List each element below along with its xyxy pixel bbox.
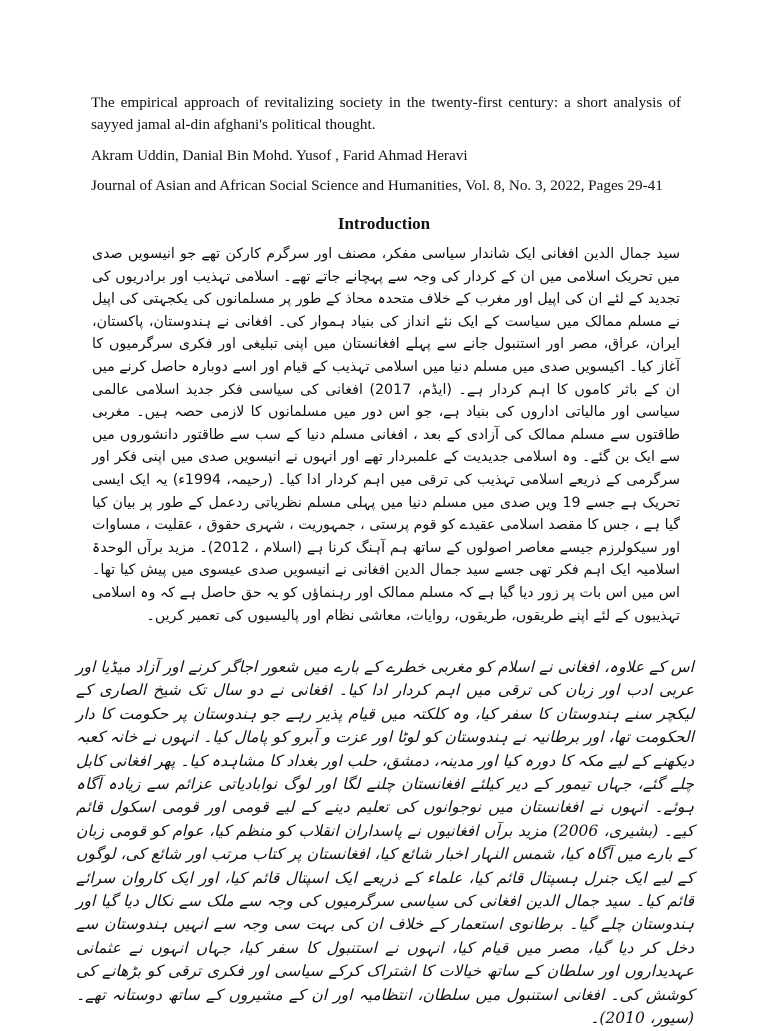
author-list: Akram Uddin, Danial Bin Mohd. Yusof , Farid Ahmad Heravi [91,147,468,164]
journal-reference: Journal of Asian and African Social Science and Humanities, Vol. 8, No. 3, 2022, Pages 29-41 [91,177,663,194]
citation-block [91,92,681,196]
section-heading: Introduction [337,214,431,233]
paper-title: The empirical approach of revitalizing society in the twenty-first century: a short analysis of sayyed jamal al-din afghani's political thought. [91,94,681,133]
urdu-typed-paragraph: سید جمال الدین افغانی ایک شاندار سیاسی مفکر، مصنف اور سرگرم کارکن تھے جو انیسویں صدی میں تحریک اسلامی میں ان کے کردار کی وجہ سے پہچانے جاتے تھے۔ اسلامی تہذیب اور برادریوں کی تجدید کے لئے ان کی اپیل اور مغرب کے خلاف متحدہ محاذ کے طور پر مسلمانوں کی یکجہتی کی اپیل نے مسلم ممالک میں سیاست کے ایک نئے انداز کی بنیاد ہموار کی۔ افغانی نے ہندوستان، پاکستان، ایران، عراق، مصر اور استنبول جانے سے پہلے افغانستان میں اپنی تبلیغی اور فکری سرگرمیوں کا آغاز کیا۔ اکیسویں صدی میں مسلم دنیا میں اسلامی تہذیب کے قیام اور اسے دوبارہ حاصل کرنے میں ان کے باثر کاموں کا اہم کردار ہے۔ (ایڈم، 2017) افغانی کی سیاسی فکر جدید اسلامی عالمی سیاسی اور مالیاتی اداروں کی بنیاد ہے، جو اس دور میں مسلمانوں کا لازمی حصہ ہیں۔ مغربی طاقتوں سے مسلم ممالک کی آزادی کے بعد ، افغانی مسلم دنیا کے سب سے طاقتور دانشوروں میں سے ایک بن گئے۔ وہ اسلامی جدیدیت کے علمبردار تھے اور انہوں نے انیسویں صدی میں اپنی فکر اور سرگرمی کے ذریعے اسلامی تہذیب کی ترقی میں اہم کردار ادا کیا۔ (رحیمہ، 1994ء) یہ ایک ایسی تحریک ہے جسے 19 ویں صدی میں مسلم دنیا میں پہلی مسلم نظریاتی ردعمل کے طور پر بیان کیا گیا ہے ، جس کا مقصد اسلامی عقیدے کو قوم پرستی ، جمہوریت ، شہری حقوق ، عقلیت ، مساوات اور سیکولرزم جیسے معاصر اصولوں کے ساتھ ہم آہنگ کرنا ہے (اسلام ، 2012)۔ مزید برآں الوحدۃ اسلامیہ ایک اہم فکر تھی جسے سید جمال الدین افغانی نے انیسویں صدی عیسوی میں پیش کیا تھا۔ اس میں اس بات پر زور دیا گیا ہے کہ مسلم ممالک اور رہنماؤں کو یہ حق حاصل ہے کہ وہ اسلامی تہذیبوں کے لئے اپنے طریقوں، طریقوں، روایات، معاشی نظام اور پالیسیوں کی تعمیر کریں۔ [92,246,681,624]
urdu-handwritten-paragraph: اس کے علاوہ، افغانی نے اسلام کو مغربی خطرے کے بارے میں شعور اجاگر کرنے اور آزاد میڈیا اور عربی ادب اور زبان کی ترقی میں اہم کردار ادا کیا۔ افغانی نے دو سال تک شیخ الصاری کے لیکچر سنے ہندوستان کا سفر کیا، وہ کلکتہ میں قیام پذیر رہے جو ہندوستان پر حکومت کا دار الحکومت تھا، اور برطانیہ نے ہندوستان کو لوٹا اور عزت و آبرو کو پامال کیا۔ انہوں نے خانہ کعبہ دیکھنے کے لیے مکہ کا دورہ کیا اور مدینہ، دمشق، حلب اور بغداد کا مشاہدہ کیا۔ پھر افغانی کابل چلے گئے، جہاں تیمور کے دیر کیلئے افغانستان چلنے لگا اور لوگ نوابادیاتی عزائم سے زیادہ آگاہ ہوئے۔ انہوں نے افغانستان میں نوجوانوں کی تعلیم دینے کے لیے قومی اور قومی اسکول قائم کیے۔ (بشیری، 2006) مزید برآں افغانیوں نے پاسداران انقلاب کو منظم کیا، عوام کو قومی زبان کے بارے میں آگاہ کیا، شمس النہار اخبار شائع کیا، افغانستان پر کتاب مرتب اور شائع کی، لوگوں کے لیے ایک جنرل ہسپتال قائم کیا، علماء کے ذریعے ایک اسپتال قائم کیا، اور ایک کاروان سرائے قائم کیا۔ سید جمال الدین افغانی کی سیاسی سرگرمیوں کی وجہ سے ملک سے نکال دیا گیا اور ہندوستان چلے گیا۔ برطانوی استعمار کے خلاف ان کی بہت سی وجہ سے انہیں ہندوستان سے دخل کر دیا گیا، مصر میں قیام کیا، انہوں نے استنبول کا سفر کیا، جہاں انہوں نے عثمانی عہدیداروں اور سلطان کے ساتھ خیالات کا اشتراک کرکے سیاسی اور فکری ترقی کو بڑھانے کی کوشش کی۔ افغانی استنبول میں سلطان، انتظامیہ اور ان کے مشیروں کے ساتھ دوستانہ تھے۔ (سیور، 2010)۔ [76,658,694,1028]
